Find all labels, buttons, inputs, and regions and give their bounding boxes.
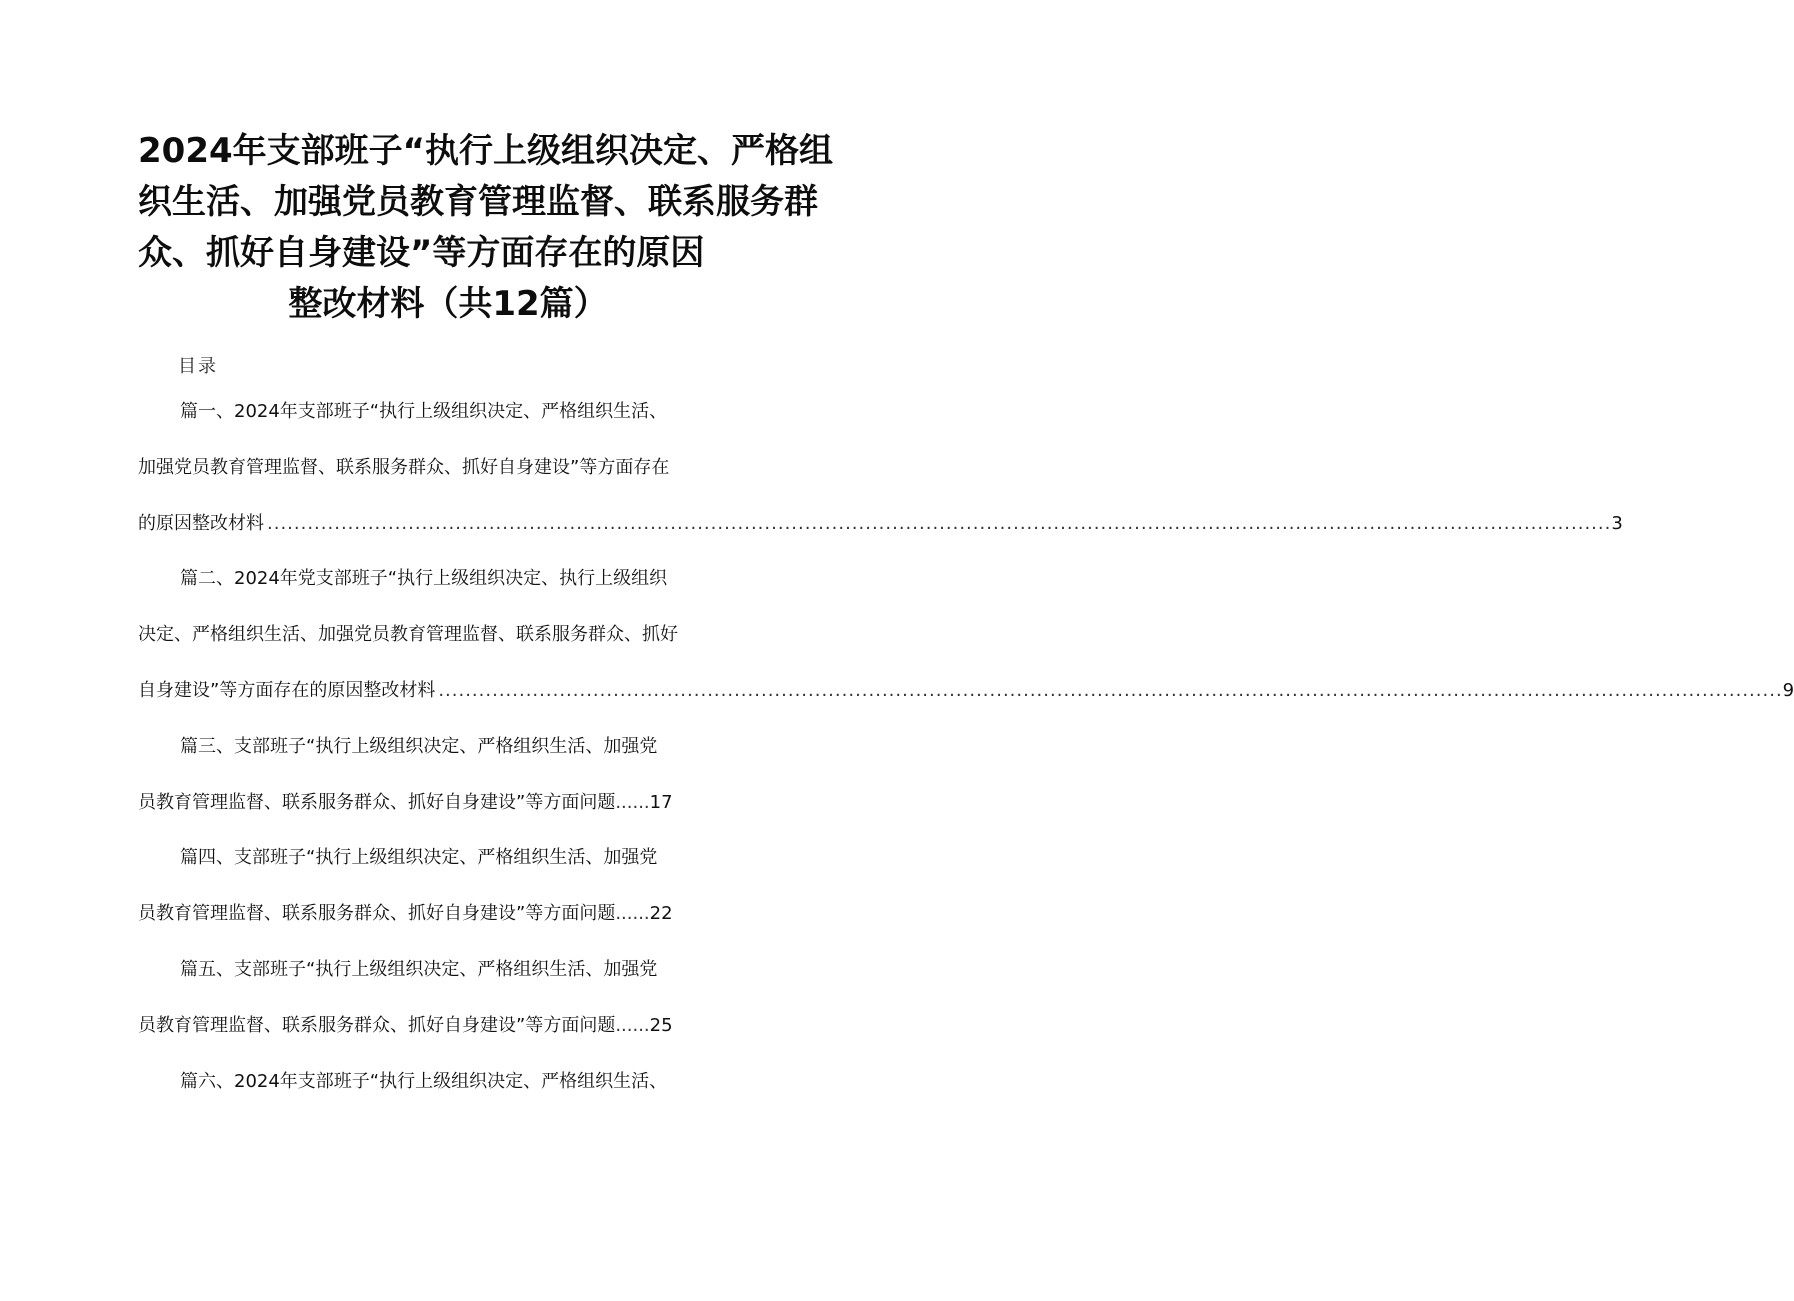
toc-entry[interactable] (138, 551, 1794, 718)
title-line: 织生活、加强党员教育管理监督、联系服务群 (138, 182, 818, 222)
toc-entry-line: 篇三、支部班子“执行上级组织决定、严格组织生活、加强党 (180, 735, 658, 757)
toc-page-number: 22 (649, 903, 673, 925)
toc-entry-line: 篇五、支部班子“执行上级组织决定、严格组织生活、加强党 (180, 958, 658, 980)
title-line: 2024年支部班子“执行上级组织决定、严格组 (138, 131, 833, 171)
toc-entry-line: 员教育管理监督、联系服务群众、抓好自身建设”等方面问题 (138, 791, 616, 813)
toc-page-number: 17 (649, 791, 673, 813)
toc-leader-dots: ........................................................................................................................................................................................................ (438, 679, 1783, 701)
toc-entry[interactable] (138, 1054, 768, 1110)
toc-entry-line: 篇六、2024年支部班子“执行上级组织决定、严格组织生活、 (180, 1070, 668, 1092)
toc-leader-dots: ...... (615, 791, 650, 813)
toc-page-number: 3 (1611, 512, 1623, 534)
toc-leader-dots: ...... (615, 1014, 650, 1036)
toc-entry[interactable] (138, 942, 768, 1054)
toc-leader-dots: ........................................................................................................................................................................................................ (267, 512, 1612, 534)
title-line: 整改材料（共12篇） (288, 284, 608, 324)
document-title (138, 126, 833, 330)
toc-page-number: 9 (1782, 679, 1794, 701)
toc-entry-line: 决定、严格组织生活、加强党员教育管理监督、联系服务群众、抓好 (138, 624, 678, 646)
toc-entry-line: 篇二、2024年党支部班子“执行上级组织决定、执行上级组织 (180, 568, 668, 590)
toc-entry[interactable] (138, 384, 1623, 551)
toc-entry-line: 自身建设”等方面存在的原因整改材料 (138, 679, 436, 701)
toc-entry[interactable] (138, 830, 768, 942)
toc-entry-line: 加强党员教育管理监督、联系服务群众、抓好自身建设”等方面存在 (138, 456, 670, 478)
toc-entry[interactable] (138, 719, 768, 831)
toc-page-number: 25 (649, 1014, 673, 1036)
toc-entry-line: 篇一、2024年支部班子“执行上级组织决定、严格组织生活、 (180, 401, 668, 422)
title-line: 众、抓好自身建设”等方面存在的原因 (138, 233, 705, 273)
toc-entry-line: 员教育管理监督、联系服务群众、抓好自身建设”等方面问题 (138, 903, 616, 925)
table-of-contents (138, 384, 1794, 1109)
toc-entry-line: 员教育管理监督、联系服务群众、抓好自身建设”等方面问题 (138, 1014, 616, 1036)
toc-heading: 目录 (178, 356, 218, 377)
toc-leader-dots: ...... (615, 903, 650, 925)
toc-entry-line: 的原因整改材料 (138, 512, 264, 534)
toc-entry-line: 篇四、支部班子“执行上级组织决定、严格组织生活、加强党 (180, 847, 658, 869)
